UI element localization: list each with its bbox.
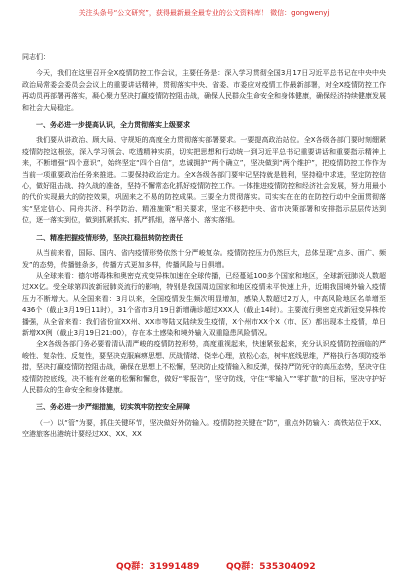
section-heading-3: 三、务必进一步严细措施，切实筑牢防控安全屏障 [36,403,190,412]
paragraph-1: 我们要从讲政治、顾大局、守规矩的高度全力贯彻落实部署要求。一要提高政治站位。全X各级各部门要时刻绷紧疫情防控这根弦，深入学习领会、吃透精神实质，切实把思想和行动统一到习近平总书记重要讲话和重要指示精神上来，不断增强“四个意识”，始终坚定“四个自信”，忠诚拥护“两个确立”，坚决做到“两个维护”，把疫情防控工作作为当前一项重要政治任务来推进。二要保持政治定力。全X各级各部门要牢记坚持就是胜利，坚持稳中求进，坚定防控信心，做好阻击战、持久战的准备，坚持不懈常态化抓好疫情防控工作。一体推进疫情防控和经济社会发展，努力用最小的代价实现最大的防控效果，巩固来之不易的防控成果。三要全力贯彻落实。司实实在在的在防控行动中全面贯彻落实“坚定信心、同舟共济、科学防治、精准施策”相关要求，坚定不移把中央、省市决策部署和安排指示层层传达到位，逐一落实到位，做到抓紧抓实、抓严抓细，落早落小、落实落细。 [22,136,386,225]
top-banner [0,0,408,40]
banner-line-1: 关注头条号“公文研究”，获得最新最全最专业的公文资料库！ 微信：gongwenyj [78,9,330,17]
banner-text [46,7,362,31]
paragraph-5: （一）以“管”为要，抓住关键环节，坚决做好外防输入。疫情防控关键在“防”，重点外防输入：高铁站位于XX、空港旅客出港统计要经过XX、XX、XX [22,418,386,439]
qq-group-1: QQ群：31991489 [116,562,200,572]
section-heading-1: 一、务必进一步提高认识，全力贯彻落实上级要求 [36,121,190,130]
paragraph-4: 全X各级各部门务必要看清认清严峻的疫情防控形势，高度重视起来，快速紧张起来，充分认识疫情防控面临的严峻性、复杂性、反复性，要坚决克服麻痹思想、厌战情绪、侥幸心理，放松心态，树牢底线思维，严格执行各项防疫举措，坚决打赢疫情防控阻击战，确保在思想上不松懈，坚决防止疫情输入和反弹，保持严防死守的高压态势，坚决守住疫情防控底线，决不能有丝毫的松懈和懈怠，做好“零报告”，坚守防线，守住“零输入”“零扩散”的目标，坚决守护好人民群众的生命安全和身体健康。 [22,340,386,394]
document-body [22,52,386,441]
paragraph-3: 从全球来看：德尔塔毒株和奥密克戎变异株加速在全球传播，已经蔓延100多个国家和地区，全球新冠肺炎人数超过XX亿。受全球第四波新冠肺炎流行的影响，特别是我国周边国家和地区疫情未平快速上升，近期我国境外输入疫情压力不断增大。从全国来看：3月以来，全国疫情发生频次明显增加，感染人数超过2万人，中高风险地区名单增至436个（截止3月19日11时），31个省市3月19日新增确诊超过XXX人（截止14时）。主要流行奥密克戎新冠变异株传播强，从全省来看：我们省份宣XX州、XX市等陆又陆续发生疫情，X个州市XX个X（市、区）都出现本土疫情，单日新增XX例（截止3月19日21:00），存在本土感染和境外输入双重隐患风险情况。 [22,271,386,337]
intro-paragraph: 今天，我们在这里召开全X疫情防控工作会议，主要任务是：深入学习贯彻全国3月17日习近平总书记在中央中央政治局常委会委员会会议上的重要讲话精神，贯彻落实中央、省委、市委应对疫情工作最新部署，对全X疫情防控工作再动员再部署再落实，凝心聚力坚决打赢疫情防控阻击战，确保人民群众生命安全和身体健康，确保经济持续健康发展和社会大局稳定。 [22,69,386,112]
salutation: 同志们： [22,53,50,61]
paragraph-2: 从当前来看，国际、国内、省内疫情形势依然十分严峻复杂。疫情防控压力仍然巨大，总体呈现“点多、面广、频发”的态势，传播链条多，传播方式更加多样，传播风险与日俱增。 [22,249,386,269]
section-heading-2: 二、精准把握疫情形势，坚决扛稳扭转防控责任 [36,233,183,242]
qq-group-2: QQ群：535304092 [226,562,316,572]
footer-bar [0,557,408,575]
